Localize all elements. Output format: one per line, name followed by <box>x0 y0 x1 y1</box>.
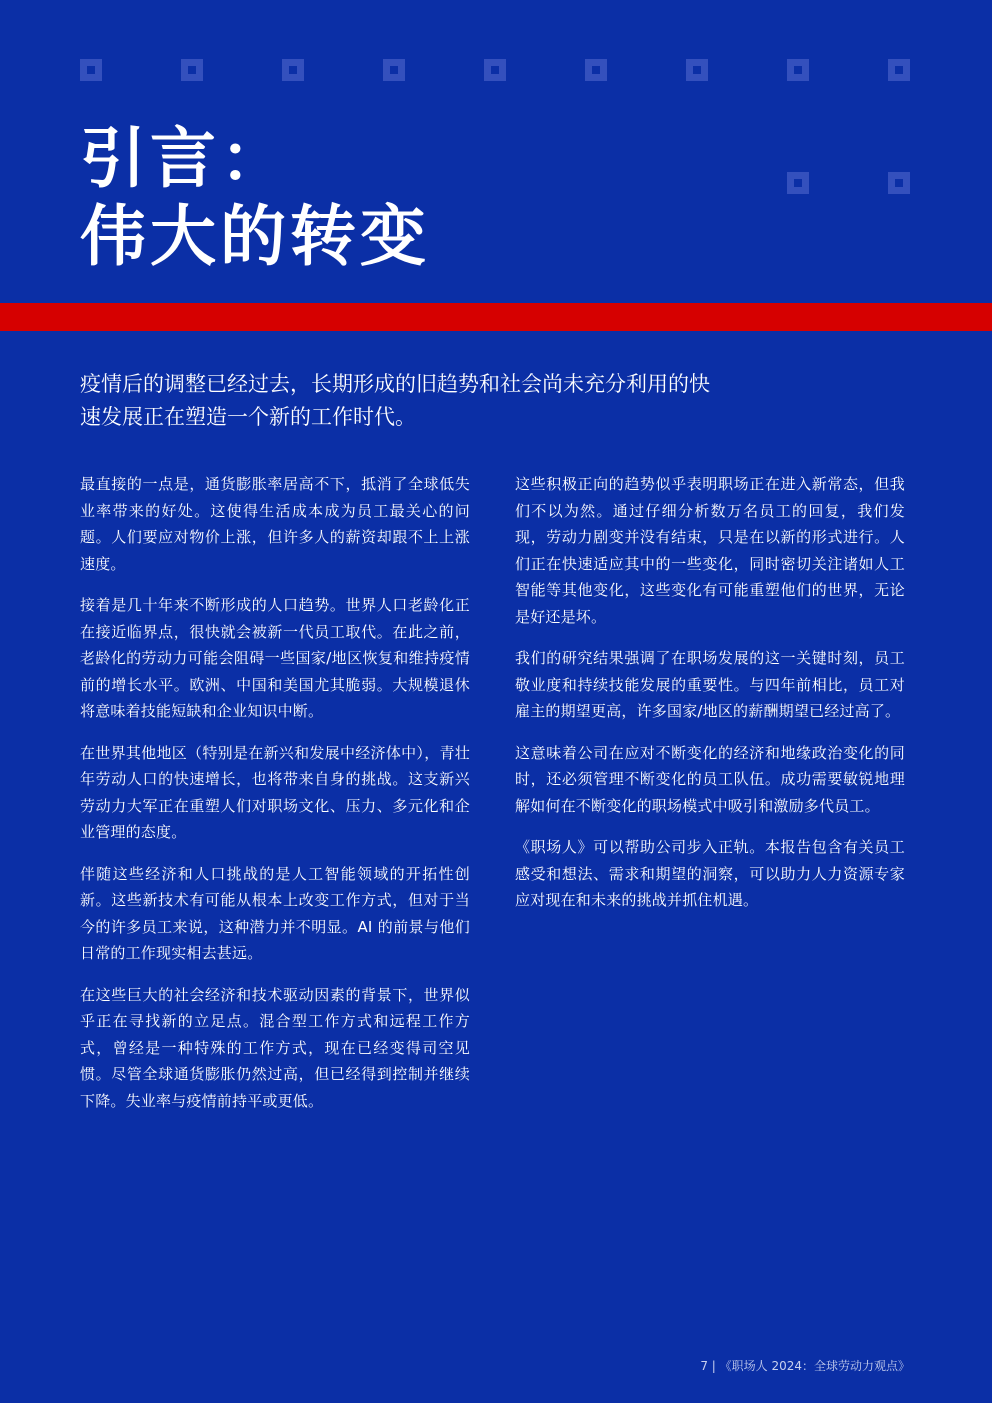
square-icon <box>484 59 506 81</box>
title-line-1: 引言： <box>80 120 290 197</box>
square-icon <box>888 59 910 81</box>
square-icon <box>585 59 607 81</box>
page-footer: 7 | 《职场人 2024：全球劳动力观点》 <box>700 1359 910 1373</box>
paragraph: 接着是几十年来不断形成的人口趋势。世界人口老龄化正在接近临界点，很快就会被新一代员工取代。在此之前，老龄化的劳动力可能会阻碍一些国家/地区恢复和维持疫情前的增长水平。欧洲、中国和美国尤其脆弱。大规模退休将意味着技能短缺和企业知识中断。 <box>80 596 470 720</box>
right-column <box>515 471 905 929</box>
square-icon <box>181 59 203 81</box>
paragraph: 这些积极正向的趋势似乎表明职场正在进入新常态，但我们不以为然。通过仔细分析数万名员工的回复，我们发现，劳动力剧变并没有结束，只是在以新的形式进行。人们正在快速适应其中的一些变化，同时密切关注诸如人工智能等其他变化，这些变化有可能重塑他们的世界，无论是好还是坏。 <box>515 475 905 626</box>
square-icon <box>787 59 809 81</box>
lead-paragraph: 疫情后的调整已经过去，长期形成的旧趋势和社会尚未充分利用的快速发展正在塑造一个新的工作时代。 <box>80 372 710 429</box>
square-icon <box>80 59 102 81</box>
paragraph: 《职场人》可以帮助公司步入正轨。本报告包含有关员工感受和想法、需求和期望的洞察，可以助力人力资源专家应对现在和未来的挑战并抓住机遇。 <box>515 838 905 909</box>
paragraph: 最直接的一点是，通货膨胀率居高不下，抵消了全球低失业率带来的好处。这使得生活成本成为员工最关心的问题。人们要应对物价上涨，但许多人的薪资却跟不上上涨速度。 <box>80 475 470 573</box>
title-line-2: 伟大的转变 <box>80 198 430 275</box>
square-icon <box>888 172 910 194</box>
paragraph: 这意味着公司在应对不断变化的经济和地缘政治变化的同时，还必须管理不断变化的员工队伍。成功需要敏锐地理解如何在不断变化的职场模式中吸引和激励多代员工。 <box>515 743 905 815</box>
accent-band <box>0 303 992 331</box>
paragraph: 在这些巨大的社会经济和技术驱动因素的背景下，世界似乎正在寻找新的立足点。混合型工作方式和远程工作方式，曾经是一种特殊的工作方式，现在已经变得司空见惯。尽管全球通货膨胀仍然过高，但已经得到控制并继续下降。失业率与疫情前持平或更低。 <box>80 985 470 1110</box>
paragraph: 在世界其他地区（特别是在新兴和发展中经济体中），青壮年劳动人口的快速增长，也将带来自身的挑战。这支新兴劳动力大军正在重塑人们对职场文化、压力、多元化和企业管理的态度。 <box>80 743 470 841</box>
page-title <box>80 120 430 276</box>
square-icon <box>787 172 809 194</box>
left-column <box>80 471 470 1129</box>
square-icon <box>282 59 304 81</box>
decorative-square-row <box>80 59 912 81</box>
square-icon <box>686 59 708 81</box>
paragraph: 伴随这些经济和人口挑战的是人工智能领域的开拓性创新。这些新技术有可能从根本上改变工作方式，但对于当今的许多员工来说，这种潜力并不明显。AI 的前景与他们日常的工作现实相去甚远。 <box>80 864 470 962</box>
paragraph: 我们的研究结果强调了在职场发展的这一关键时刻，员工敬业度和持续技能发展的重要性。与四年前相比，员工对雇主的期望更高，许多国家/地区的薪酬期望已经过高了。 <box>515 649 905 720</box>
square-icon <box>383 59 405 81</box>
